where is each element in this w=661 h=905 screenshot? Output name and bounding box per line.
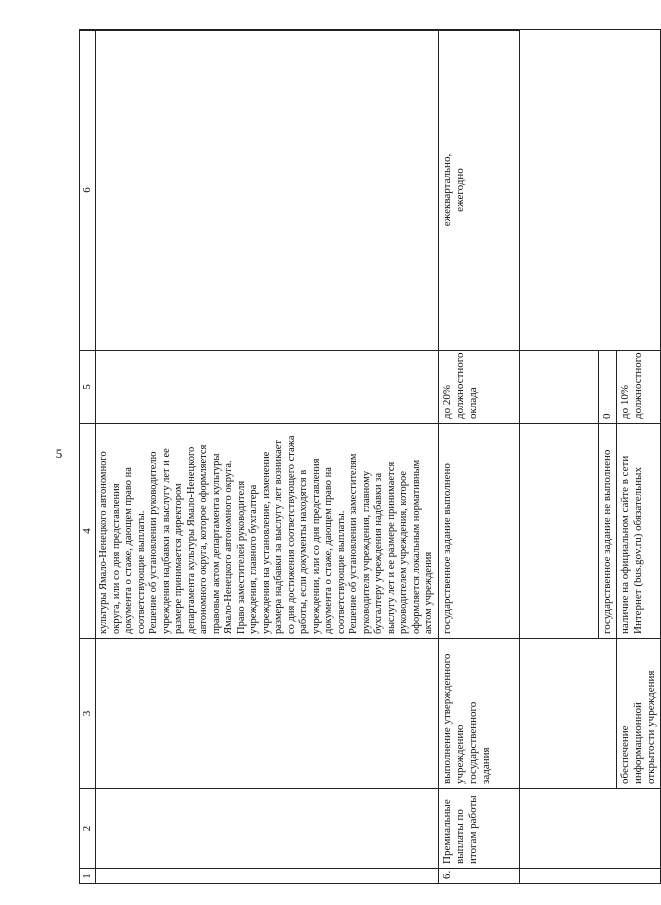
continuation-col-2: [96, 789, 439, 869]
seniority-bonus-text: культуры Ямало-Ненецкого автономного округа, или со дня представления документа о стаже, дающем право на соответствующие выплаты. Решение об установлении руководителю учреждения надбавки за выслугу лет и ее размере принимается директором департамента культуры Ямало-Ненецкого автономного округа, которое оформляется правовым актом департамента культуры Ямало-Ненецкого автономного округа. Право заместителей руководителя учреждения, главного бухгалтера учреждения на установление, изменение размера надбавки за выслугу лет возникает со дня достижения соответствующего стажа работы, если документы находятся в учреждении, или со дня представления документа о стаже, дающем право на соответствующие выплаты. Решение об установлении заместителям руководителя учреждения, главному бухгалтеру учреждения надбавки за выслугу лет и ее размере принимается руководителем учреждения, которое оформляется локальным нормативным актом учреждения: [98, 435, 434, 634]
criterion-information-openness: обеспечение информационной открытости учреждения: [616, 639, 660, 789]
header-col-5: 5: [80, 351, 96, 424]
rotated-table-container: [79, 30, 657, 884]
continuation-col-1: [96, 869, 439, 884]
condition-website-info: наличие на официальном сайте в сети Интернет (bus.gov.ru) обязательных: [616, 424, 660, 639]
header-col-6: 6: [80, 30, 96, 351]
table-header-row: [80, 30, 96, 884]
page-number: 5: [55, 446, 63, 461]
header-col-4: 4: [80, 424, 96, 639]
condition-task-done: государственное задание выполнено: [438, 424, 598, 639]
header-col-2: 2: [80, 789, 96, 869]
continuation-col-3: [96, 639, 439, 789]
continuation-col-4: [96, 424, 439, 639]
section6-number: 6.: [438, 869, 660, 884]
continuation-col-6: [96, 30, 439, 351]
amount-task-not-done: 0: [598, 351, 616, 424]
header-col-3: 3: [80, 639, 96, 789]
continuation-col-5: [96, 351, 439, 424]
amount-website-info: до 10% должностного: [616, 351, 660, 424]
section6-periodicity: ежеквартально, ежегодно: [438, 30, 660, 351]
table-row-continuation: [96, 30, 439, 884]
amount-task-done: до 20% должностного оклада: [438, 351, 598, 424]
section6-name: Премиальные выплаты по итогам работы: [438, 789, 660, 869]
condition-task-not-done: государственное задание не выполнено: [598, 424, 616, 639]
table-row-section6-a: [438, 30, 598, 884]
payments-table: [79, 29, 661, 884]
criterion-state-task: выполнение утвержденного учреждению государственного задания: [438, 639, 616, 789]
header-col-1: 1: [80, 869, 96, 884]
